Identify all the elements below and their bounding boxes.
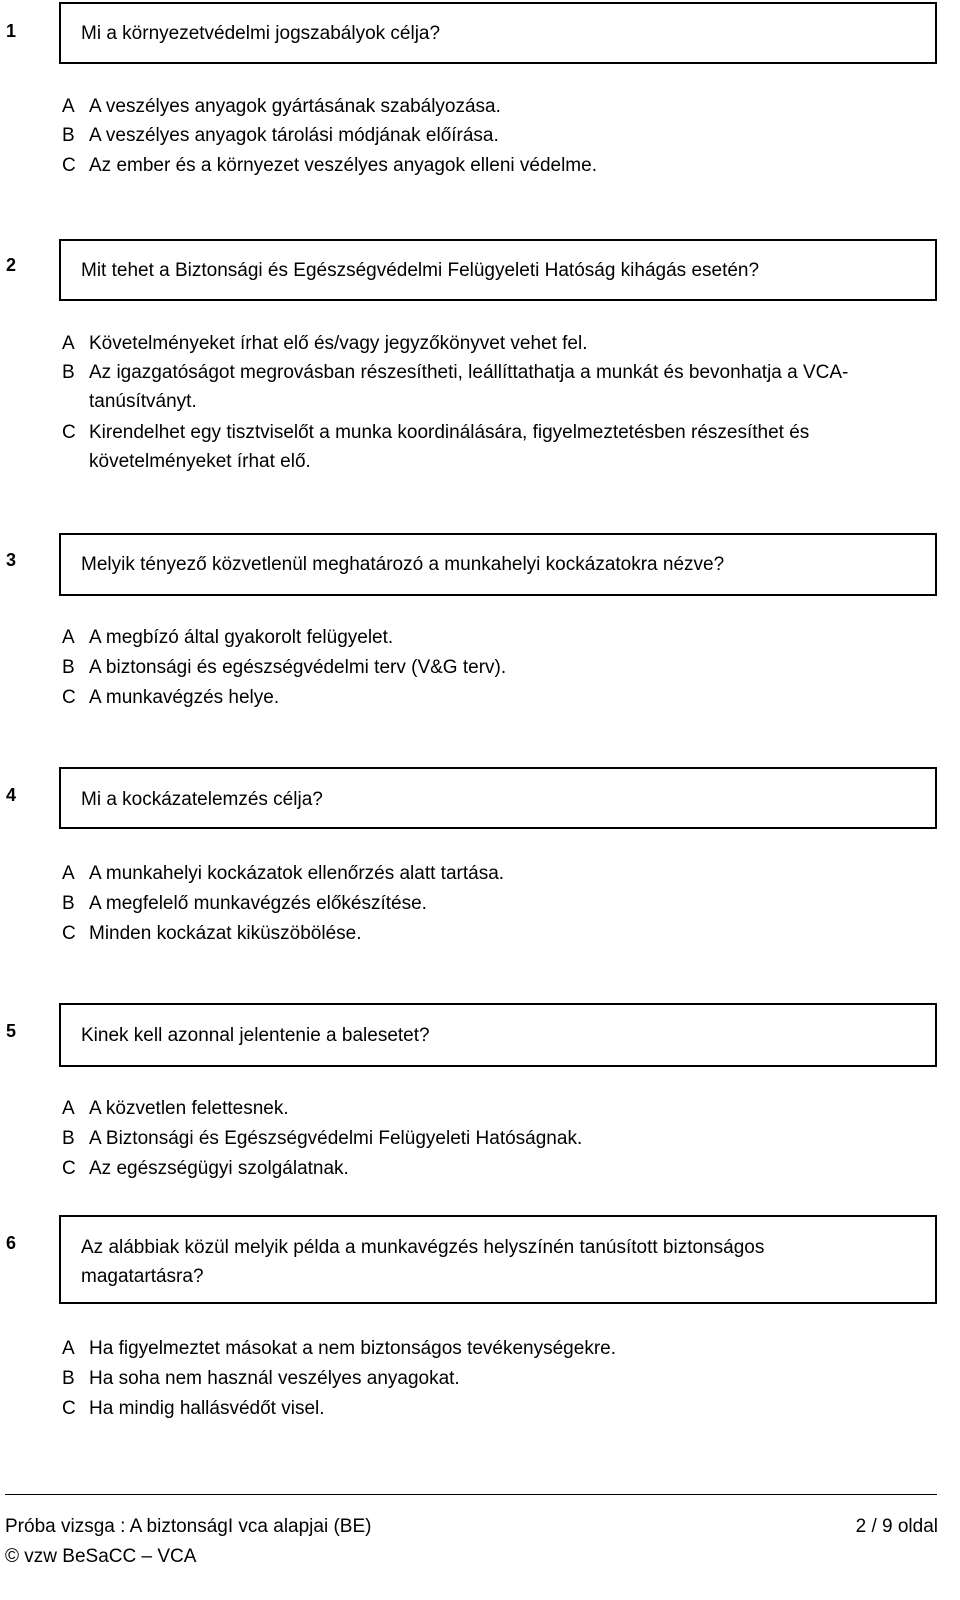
answer-text: A megfelelő munkavégzés előkészítése.: [89, 893, 427, 914]
answer-letter: A: [62, 1338, 75, 1359]
answer-text: [89, 358, 940, 416]
answer-text: Az ember és a környezet veszélyes anyagok elleni védelme.: [89, 155, 597, 176]
answer-text: [89, 418, 940, 476]
question-text: Melyik tényező közvetlenül meghatározó a munkahelyi kockázatokra nézve?: [81, 554, 725, 575]
answer-text: A biztonsági és egészségvédelmi terv (V&G terv).: [89, 657, 507, 678]
answer-letter: A: [62, 863, 75, 884]
answer-text-line: követelményeket írhat elő.: [89, 451, 311, 472]
footer-page-number: 2 / 9 oldal: [855, 1516, 938, 1537]
answer-text: Ha mindig hallásvédőt visel.: [89, 1398, 325, 1419]
answer-text: A munkavégzés helye.: [89, 687, 280, 708]
answer-letter: C: [62, 923, 76, 944]
footer-title: Próba vizsga : A biztonságI vca alapjai (BE): [5, 1516, 372, 1537]
answer-text: A veszélyes anyagok tárolási módjának előírása.: [89, 125, 499, 146]
answer-text: A veszélyes anyagok gyártásának szabályozása.: [89, 96, 501, 117]
answer-letter: C: [62, 155, 76, 176]
footer-divider: [5, 1494, 937, 1495]
answer-letter: C: [62, 687, 76, 708]
answer-text: A munkahelyi kockázatok ellenőrzés alatt tartása.: [89, 863, 505, 884]
answer-text-line: tanúsítványt.: [89, 391, 197, 412]
question-text: Kinek kell azonnal jelentenie a balesetet?: [81, 1025, 430, 1046]
answer-letter: B: [62, 893, 75, 914]
question-box: [59, 1003, 937, 1067]
footer-copyright: © vzw BeSaCC – VCA: [5, 1546, 197, 1567]
answer-text: Az egészségügyi szolgálatnak.: [89, 1158, 349, 1179]
answer-letter: A: [62, 333, 75, 354]
answer-letter: A: [62, 96, 75, 117]
question-number: 3: [6, 550, 17, 570]
question-text: Mi a kockázatelemzés célja?: [81, 789, 323, 810]
question-text: Mit tehet a Biztonsági és Egészségvédelmi Felügyeleti Hatóság kihágás esetén?: [81, 260, 760, 281]
answer-letter: B: [62, 1368, 75, 1389]
answer-text: Ha soha nem használ veszélyes anyagokat.: [89, 1368, 460, 1389]
answer-text: Ha figyelmeztet másokat a nem biztonságos tevékenységekre.: [89, 1338, 616, 1359]
answer-text: Követelményeket írhat elő és/vagy jegyzőkönyvet vehet fel.: [89, 333, 588, 354]
answer-letter: C: [62, 1398, 76, 1419]
question-text: Mi a környezetvédelmi jogszabályok célja?: [81, 23, 441, 44]
question-text-line: Az alábbiak közül melyik példa a munkavégzés helyszínén tanúsított biztonságos: [81, 1237, 765, 1258]
question-box: [59, 767, 937, 829]
question-box: [59, 2, 937, 64]
answer-letter: B: [62, 125, 75, 146]
question-box: [59, 1215, 937, 1304]
answer-letter: B: [62, 362, 75, 383]
answer-text: A megbízó által gyakorolt felügyelet.: [89, 627, 394, 648]
answer-text-line: Kirendelhet egy tisztviselőt a munka koordinálására, figyelmeztetésben részesíthet és: [89, 422, 810, 443]
answer-letter: C: [62, 422, 76, 443]
question-box: [59, 533, 937, 596]
question-text-line: magatartásra?: [81, 1266, 204, 1287]
question-text: [81, 1233, 921, 1291]
question-box: [59, 239, 937, 301]
answer-letter: A: [62, 1098, 75, 1119]
answer-letter: B: [62, 1128, 75, 1149]
answer-text: A Biztonsági és Egészségvédelmi Felügyeleti Hatóságnak.: [89, 1128, 583, 1149]
answer-text: Minden kockázat kiküszöbölése.: [89, 923, 362, 944]
question-number: 2: [6, 255, 17, 275]
answer-text: A közvetlen felettesnek.: [89, 1098, 289, 1119]
question-number: 1: [6, 21, 17, 41]
answer-text-line: Az igazgatóságot megrovásban részesítheti, leállíttathatja a munkát és bevonhatja a VCA-: [89, 362, 849, 383]
question-number: 5: [6, 1021, 17, 1041]
answer-letter: B: [62, 657, 75, 678]
question-number: 6: [6, 1233, 17, 1253]
question-number: 4: [6, 785, 17, 805]
answer-letter: C: [62, 1158, 76, 1179]
answer-letter: A: [62, 627, 75, 648]
